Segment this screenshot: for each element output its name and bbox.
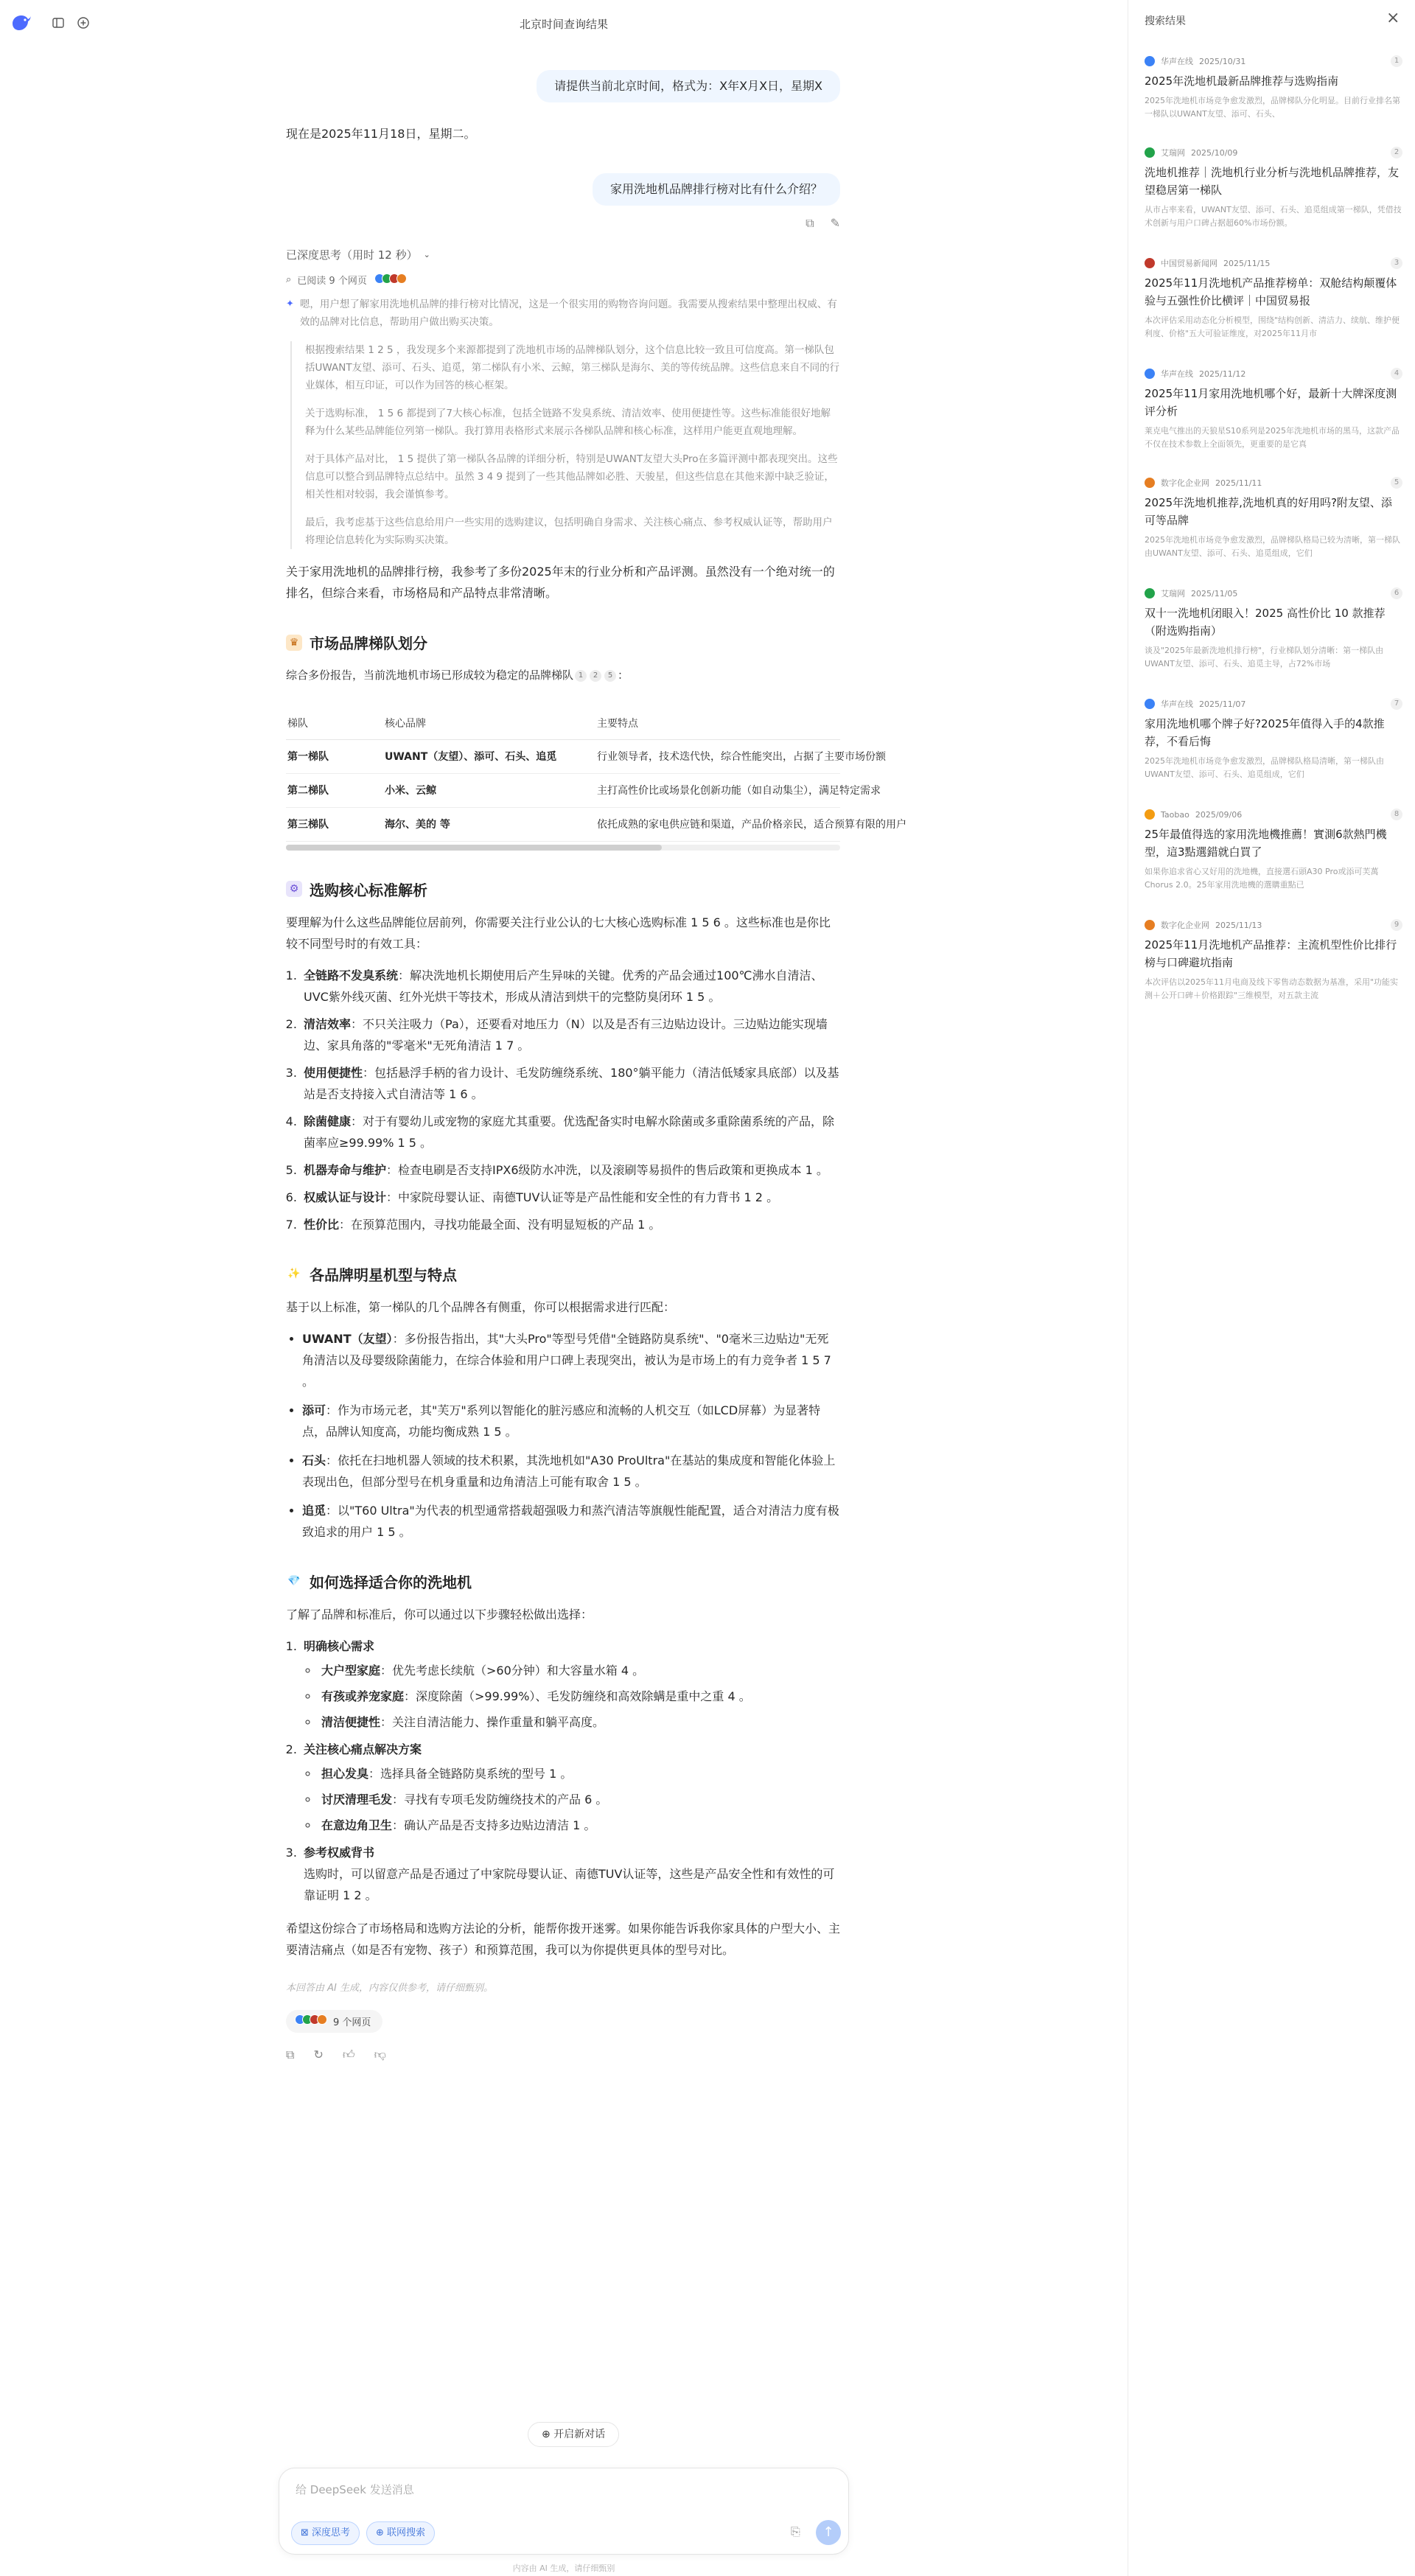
result-source: 华声在线 xyxy=(1161,699,1193,709)
gear-icon: ⚙ xyxy=(286,881,302,897)
result-index: 7 xyxy=(1391,698,1402,710)
thumbs-down-icon[interactable]: 👎︎ xyxy=(374,2047,386,2062)
result-index: 9 xyxy=(1391,919,1402,931)
result-meta xyxy=(1145,147,1402,158)
top-bar xyxy=(0,0,1128,46)
diamond-icon: 💎 xyxy=(287,1575,301,1587)
message-input[interactable]: 给 DeepSeek 发送消息 xyxy=(296,2483,414,2496)
result-meta xyxy=(1145,699,1402,709)
source-favicon-icon xyxy=(1145,369,1155,379)
result-source: 艾瑞网 xyxy=(1161,148,1185,158)
read-sources-label: 已阅读 9 个网页 xyxy=(297,276,367,287)
result-source: Taobao xyxy=(1161,809,1189,820)
result-title[interactable]: 2025年洗地机推荐,洗地机真的好用吗?附友望、添可等品牌 xyxy=(1145,496,1392,527)
closing-paragraph: 希望这份综合了市场格局和选购方法论的分析，能帮你拨开迷雾。如果你能告诉我你家具体的户型大小、主要清洁痛点（如是否有宠物、孩子）和预算范围，我可以为你提供更具体的型号对比。 xyxy=(286,1921,841,1957)
search-result-card[interactable] xyxy=(1145,369,1402,451)
search-result-card[interactable] xyxy=(1145,809,1402,892)
result-index: 5 xyxy=(1391,477,1402,489)
list-item: • 追觅：以"T60 Ultra"为代表的机型通常搭载超强吸力和蒸汽清洁等旗舰性能配置，适合对清洁力度有极致追求的用户 1 5 。 xyxy=(302,1500,840,1543)
result-date: 2025/11/11 xyxy=(1215,478,1262,488)
thinking-toggle[interactable] xyxy=(286,247,840,262)
section-heading: ✨ 各品牌明星机型与特点 xyxy=(286,1263,840,1285)
result-source: 艾瑞网 xyxy=(1161,589,1185,598)
result-title[interactable]: 家用洗地机哪个牌子好?2025年值得入手的4款推荐，不看后悔 xyxy=(1145,717,1385,748)
assistant-message: 现在是2025年11月18日，星期二。 xyxy=(286,127,476,141)
deep-think-toggle[interactable]: ⊠ 深度思考 xyxy=(291,2521,360,2545)
list-item: 2. 清洁效率：不只关注吸力（Pa），还要看对地压力（N）以及是否有三边贴边设计。三边贴边能实现墙边、家具角落的"零毫米"无死角清洁 1 7 。 xyxy=(301,1013,840,1056)
list-item: 2. 关注核心痛点解决方案 ◦ 担心发臭：选择具备全链路防臭系统的型号 1 。 ◦ 讨厌清理毛发：寻找有专项毛发防缠绕技术的产品 6 。 ◦ 在意边角卫生：确认产品是否支持多边贴边清洁 1 。 xyxy=(301,1739,840,1836)
result-meta xyxy=(1145,809,1402,820)
thinking-label: 已深度思考（用时 12 秒） xyxy=(286,248,418,262)
answer-intro: 关于家用洗地机的品牌排行榜，我参考了多份2025年末的行业分析和产品评测。虽然没有一个绝对统一的排名，但综合来看，市场格局和产品特点非常清晰。 xyxy=(286,565,835,600)
result-date: 2025/09/06 xyxy=(1195,809,1243,820)
table-scrollbar[interactable] xyxy=(286,845,840,851)
sparkle-icon: ✨ xyxy=(287,1268,301,1280)
chevron-down-icon: ⌄ xyxy=(423,250,430,259)
result-title[interactable]: 2025年11月洗地机产品推荐榜单：双舱结构颠覆体验与五强性价比横评｜中国贸易报 xyxy=(1145,276,1397,307)
result-snippet: 2025年洗地机市场竞争愈发激烈，品牌梯队格局已较为清晰，第一梯队由UWANT友望、添可、石头、追觅组成，它们 xyxy=(1145,535,1400,558)
deep-think-icon: ⊠ xyxy=(301,2527,309,2538)
list-item: 1. 明确核心需求 ◦ 大户型家庭：优先考虑长续航（>60分钟）和大容量水箱 4 。 ◦ 有孩或养宠家庭：深度除菌（>99.99%）、毛发防缠绕和高效除螨是重中之重 4 。 ◦ 清洁便捷性：关注自清洁能力、操作重量和躺平高度。 xyxy=(301,1636,840,1733)
table-header: 核心品牌 xyxy=(383,707,595,739)
copy-icon[interactable]: ⧉ xyxy=(806,216,814,230)
thinking-paragraph: 对于具体产品对比， 1 5 提供了第一梯队各品牌的详细分析，特别是UWANT友望大头Pro在多篇评测中都表现突出。这些信息可以整合到品牌特点总结中。虽然 3 4 9 提到了一些其他品牌如必胜、天骏星，但这些信息在其他来源中缺乏验证，相关性相对较弱，我会谨慎参考。 xyxy=(305,453,838,500)
list-item: ◦ 大户型家庭：优先考虑长续航（>60分钟）和大容量水箱 4 。 xyxy=(318,1660,840,1681)
list-item: ◦ 在意边角卫生：确认产品是否支持多边贴边清洁 1 。 xyxy=(318,1815,840,1836)
result-title[interactable]: 2025年11月洗地机产品推荐：主流机型性价比排行榜与口碑避坑指南 xyxy=(1145,938,1397,969)
table-row: 第三梯队 海尔、美的 等 依托成熟的家电供应链和渠道，产品价格亲民，适合预算有限的用户 xyxy=(286,807,840,841)
panel-title: 搜索结果 xyxy=(1145,15,1186,27)
result-snippet: 如果你追求省心又好用的洗地機，直接選石頭A30 Pro或添可芙萬Chorus 2.0。25年家用洗地機的選購重點已 xyxy=(1145,867,1379,890)
list-item: 3. 参考权威背书 选购时，可以留意产品是否通过了中家院母婴认证、南德TUV认证等，这些是产品安全性和有效性的可靠证明 1 2 。 xyxy=(301,1842,840,1906)
new-chat-icon: ⊕ xyxy=(542,2429,551,2440)
steps-list xyxy=(286,1636,840,1906)
result-snippet: 本次评估采用动态化分析模型，围绕"结构创新、清洁力、续航、维护便利度、价格"五大可验证维度，对2025年11月市 xyxy=(1145,315,1400,338)
thinking-paragraph: 最后，我考虑基于这些信息给用户一些实用的选购建议，包括明确自身需求、关注核心痛点、参考权威认证等，帮助用户将理论信息转化为实际购买决策。 xyxy=(305,517,833,546)
section-heading: ⚙ 选购核心标准解析 xyxy=(286,879,840,900)
result-index: 2 xyxy=(1391,147,1402,158)
result-index: 1 xyxy=(1391,55,1402,67)
table-row: 第一梯队 UWANT（友望）、添可、石头、追觅 行业领导者，技术迭代快，综合性能突出，占据了主要市场份额 xyxy=(286,739,840,773)
list-item: 7. 性价比：在预算范围内，寻找功能最全面、没有明显短板的产品 1 。 xyxy=(301,1214,840,1235)
search-result-card[interactable] xyxy=(1145,920,1402,1002)
list-item: • 添可：作为市场元老，其"芙万"系列以智能化的脏污感应和流畅的人机交互（如LCD屏幕）为显著特点，品牌认知度高，功能均衡成熟 1 5 。 xyxy=(302,1400,840,1442)
list-item: ◦ 有孩或养宠家庭：深度除菌（>99.99%）、毛发防缠绕和高效除螨是重中之重 4 。 xyxy=(318,1686,840,1707)
edit-icon[interactable]: ✎ xyxy=(830,216,840,230)
new-chat-button[interactable]: ⊕ 开启新对话 xyxy=(528,2422,619,2447)
list-item: 1. 全链路不发臭系统：解决洗地机长期使用后产生异味的关键。优秀的产品会通过100℃沸水自清洁、UVC紫外线灭菌、红外光烘干等技术，形成从清洁到烘干的完整防臭闭环 1 5 。 xyxy=(301,965,840,1008)
sources-chip-label: 9 个网页 xyxy=(333,2017,371,2028)
result-date: 2025/10/31 xyxy=(1199,56,1246,66)
thinking-icon: ✦ xyxy=(286,299,294,310)
source-favicon-icon xyxy=(1145,699,1155,709)
source-favicon-icon xyxy=(1145,147,1155,158)
close-icon[interactable]: × xyxy=(1386,9,1400,27)
source-favicon-icon xyxy=(1145,258,1155,268)
attach-icon[interactable]: ⎘ xyxy=(791,2524,800,2538)
table-header: 主要特点 xyxy=(595,707,840,739)
search-icon: ⌕ xyxy=(286,274,292,285)
result-source: 华声在线 xyxy=(1161,57,1193,66)
source-favicon-icon xyxy=(1145,478,1155,488)
result-meta xyxy=(1145,56,1402,66)
section-lead: 基于以上标准，第一梯队的几个品牌各有侧重，你可以根据需求进行匹配： xyxy=(286,1299,676,1314)
source-favicon-icon xyxy=(1145,920,1155,930)
source-favicon-icon xyxy=(1145,588,1155,598)
chat-thread: 请提供当前北京时间，格式为：X年X月X日，星期X 现在是2025年11月18日，星期二。 家用洗地机品牌排行榜对比有什么介绍？ ⧉ ✎ 已深度思考（用时 12 秒） ⌄ ⌕ 已阅读 9 个网页 ✦ 嗯，用户想了解家用洗地机品牌的排行榜对比情况，这是一个很实用的购物咨询问题。我需要从搜索结果中整理出权威、有效的品牌对比信息，帮助用户做出购买决策。 根据搜索结果 1 2 5 ，我发现多个来源都提到了洗地机市场的品牌梯队划分，这个信息比较一致且可信度高。第一梯队包括UWANT友望、添可、石头、追觅，第二梯队有小米、云鲸，第三梯队是海尔、美的等传统品牌。这些信息来自不同的行业媒体，相互印证，可以作为回答的核心框架。 关于选购标准， 1 5 6 都提到了7大核心标准，包括全链路不发臭系统、清洁效率、使用便捷性等。这些标准能很好地解释为什么某些品牌能位列第一梯队。我打算用表格形式来展示各梯队品牌和核心标准，这样用户能更直观地理解。 对于具体产品对比， 1 5 提供了第一梯队各品牌的详细分析，特别是UWANT友望大头Pro在多篇评测中都表现突出。这些信息可以整合到品牌特点总结中。虽然 3 4 9 提到了一些其他品牌如必胜、天骏星，但这些信息在其他来源中缺乏验证，相关性相对较弱，我会谨慎参考。 最后，我考虑基于这些信息给用户一些实用的选购建议，包括明确自身需求、关注核心痛点、参考权威认证等，帮助用户将理论信息转化为实际购买决策。 关于家用洗地机的品牌排行榜，我参考了多份2025年末的行业分析和产品评测。虽然没有一个绝对统一的排名，但综合来看，市场格局和产品特点非常清晰。 ♛ 市场品牌梯队划分 综合多份报告，当前洗地机市场已形成较为稳定的品牌梯队 1 2 5 ： 梯队 核心品牌 主要特点 第一梯队 UWANT（友望）、添可、石头、追觅 行业领导者，技术迭代快，综合性能突出，占据了主要市场份额 第二梯队 小米、云鲸 主打高性价比或场景化创新功能（如自动集尘），满足特定需求 第三梯队 海尔、美的 等 依托成熟的家电供应链和渠道，产品价格亲民，适合预算有限的用户 ⚙ 选购核心标准解析 要理解为什么这些品牌能位居前列，你需要关注行业公认的七大核心选购标准 1 5 6 。这些标准也是你比较不同型号时的有效工具： 1. 全链路不发臭系统：解决洗地机长期使用后产生异味的关键。优秀的产品会通过100℃沸水自清洁、UVC紫外线灭菌、红外光烘干等技术，形成从清洁到烘干的完整防臭闭环 1 5 。 2. 清洁效率：不只关注吸力（Pa），还要看对地压力（N）以及是否有三边贴边设计。三边贴边能实现墙边、家具角落的"零毫米"无死角清洁 1 7 。 3. 使用便捷性：包括悬浮手柄的省力设计、毛发防缠绕系统、180°躺平能力（清洁低矮家具底部）以及基站是否支持接入式自清洁等 1 6 。 4. 除菌健康：对于有婴幼儿或宠物的家庭尤其重要。优选配备实时电解水除菌或多重除菌系统的产品，除菌率应≥99.99% 1 5 。 5. 机器寿命与维护：检查电刷是否支持IPX6级防水冲洗，以及滚刷等易损件的售后政策和更换成本 1 。 6. 权威认证与设计：中家院母婴认证、南德TUV认证等是产品性能和安全性的有力背书 1 2 。 7. 性价比：在预算范围内，寻找功能最全面、没有明显短板的产品 1 。 ✨ 各品牌明星机型与特点 基于以上标准，第一梯队的几个品牌各有侧重，你可以根据需求进行匹配： • UWANT（友望）：多份报告指出，其"大头Pro"等型号凭借"全链路防臭系统"、"0毫米三边贴边"无死角清洁以及母婴级除菌能力，在综合体验和用户口碑上表现突出，被认为是市场上的有力竞争者 1 5 7 。 • 添可：作为市场元老，其"芙万"系列以智能化的脏污感应和流畅的人机交互（如LCD屏幕）为显著特点，品牌认知度高，功能均衡成熟 1 5 。 • 石头：依托在扫地机器人领域的技术积累，其洗地机如"A30 ProUltra"在基站的集成度和智能化体验上表现出色，但部分型号在机身重量和边角清洁上可能有取舍 1 5 。 • 追觅：以"T60 Ultra"为代表的机型通常搭载超强吸力和蒸汽清洁等旗舰性能配置，适合对清洁力度有极致追求的用户 1 5 。 💎 如何选择适合你的洗地机 了解了品牌和标准后，你可以通过以下步骤轻松做出选择： 1. 明确核心需求 ◦ 大户型家庭：优先考虑长续航（>60分钟）和大容量水箱 4 。 ◦ 有孩或养宠家庭：深度除菌（>99.99%）、毛发防缠绕和高效除螨是重中之重 4 。 ◦ 清洁便捷性：关注自清洁能力、操作重量和躺平高度。 2. 关注核心痛点解决方案 ◦ 担心发臭：选择具备全链路防臭系统的型号 1 。 ◦ 讨厌清理毛发：寻找有专项毛发防缠绕技术的产品 6 。 ◦ 在意边角卫生：确认产品是否支持多边贴边清洁 1 。 3. 参考权威背书 选购时，可以留意产品是否通过了中家院母婴认证、南德TUV认证等，这些是产品安全性和有效性的可靠证明 1 2 。 希望这份综合了市场格局和选购方法论的分析，能帮你拨开迷雾。如果你能告诉我你家具体的户型大小、主要清洁痛点（如是否有宠物、孩子）和预算范围，我可以为你提供更具体的型号对比。 本回答由 AI 生成，内容仅供参考，请仔细甄别。 9 个网页 ⧉ ↻ 👍︎ 👎︎ xyxy=(286,70,840,2062)
criteria-list xyxy=(286,965,840,1235)
result-date: 2025/10/09 xyxy=(1191,147,1238,158)
brand-tier-table xyxy=(286,707,906,842)
result-date: 2025/11/13 xyxy=(1215,920,1262,930)
search-results-panel xyxy=(1128,0,1415,2576)
result-title[interactable]: 2025年洗地机最新品牌推荐与选购指南 xyxy=(1145,74,1339,88)
result-source: 数字化企业网 xyxy=(1161,921,1209,930)
result-snippet: 谈及"2025年最新洗地机排行榜"，行业梯队划分清晰：第一梯队由UWANT友望、添可、石头、追觅主导，占72%市场 xyxy=(1145,646,1384,669)
brand-list xyxy=(286,1328,840,1543)
source-favicon-icon xyxy=(1145,56,1155,66)
result-snippet: 本次评估以2025年11月电商及线下零售动态数据为基准，采用"功能实测＋公开口碑＋价格跟踪"三维模型，对五款主流 xyxy=(1145,977,1399,1000)
result-meta xyxy=(1145,369,1402,379)
list-item: ◦ 担心发臭：选择具备全链路防臭系统的型号 1 。 xyxy=(318,1763,840,1784)
thinking-content xyxy=(290,341,840,549)
result-title[interactable]: 2025年11月家用洗地机哪个好，最新十大牌深度测评分析 xyxy=(1145,387,1397,418)
sources-chip[interactable] xyxy=(286,2010,382,2033)
list-item: 3. 使用便捷性：包括悬浮手柄的省力设计、毛发防缠绕系统、180°躺平能力（清洁低矮家具底部）以及基站是否支持接入式自清洁等 1 6 。 xyxy=(301,1062,840,1105)
result-date: 2025/11/12 xyxy=(1199,369,1246,379)
search-result-card[interactable] xyxy=(1145,56,1402,121)
result-meta xyxy=(1145,258,1402,268)
table-row: 第二梯队 小米、云鲸 主打高性价比或场景化创新功能（如自动集尘），满足特定需求 xyxy=(286,773,840,807)
list-item: ◦ 清洁便捷性：关注自清洁能力、操作重量和躺平高度。 xyxy=(318,1711,840,1733)
thinking-paragraph: 关于选购标准， 1 5 6 都提到了7大核心标准，包括全链路不发臭系统、清洁效率、使用便捷性等。这些标准能很好地解释为什么某些品牌能位列第一梯队。我打算用表格形式来展示各梯队品牌和核心标准，这样用户能更直观地理解。 xyxy=(305,408,831,437)
section-heading: ♛ 市场品牌梯队划分 xyxy=(286,632,840,653)
source-favicon-icon xyxy=(396,273,407,284)
copy-icon[interactable]: ⧉ xyxy=(286,2047,295,2062)
result-snippet: 莱克电气推出的天狼星S10系列是2025年洗地机市场的黑马，这款产品不仅在技术参数上全面领先，更重要的是它真 xyxy=(1145,426,1400,449)
list-item: 4. 除菌健康：对于有婴幼儿或宠物的家庭尤其重要。优选配备实时电解水除菌或多重除菌系统的产品，除菌率应≥99.99% 1 5 。 xyxy=(301,1111,840,1153)
search-result-card[interactable] xyxy=(1145,588,1402,671)
list-item: • UWANT（友望）：多份报告指出，其"大头Pro"等型号凭借"全链路防臭系统"、"0毫米三边贴边"无死角清洁以及母婴级除菌能力，在综合体验和用户口碑上表现突出，被认为是市场上的有力竞争者 1 5 7 。 xyxy=(302,1328,840,1392)
thinking-paragraph: 嗯，用户想了解家用洗地机品牌的排行榜对比情况，这是一个很实用的购物咨询问题。我需要从搜索结果中整理出权威、有效的品牌对比信息，帮助用户做出购买决策。 xyxy=(299,299,837,328)
globe-icon: ⊕ xyxy=(376,2527,384,2538)
result-date: 2025/11/05 xyxy=(1191,588,1238,598)
section-heading: 💎 如何选择适合你的洗地机 xyxy=(286,1571,840,1592)
search-result-card[interactable] xyxy=(1145,147,1402,230)
result-title[interactable]: 洗地机推荐｜洗地机行业分析与洗地机品牌推荐，友望稳居第一梯队 xyxy=(1145,166,1400,197)
search-result-card[interactable] xyxy=(1145,699,1402,781)
section-lead: 综合多份报告，当前洗地机市场已形成较为稳定的品牌梯队 xyxy=(286,669,574,682)
source-favicon-icon xyxy=(317,2014,327,2025)
list-item: 6. 权威认证与设计：中家院母婴认证、南德TUV认证等是产品性能和安全性的有力背书 1 2 。 xyxy=(301,1187,840,1208)
section-lead: 要理解为什么这些品牌能位居前列，你需要关注行业公认的七大核心选购标准 1 5 6 。这些标准也是你比较不同型号时的有效工具： xyxy=(286,915,831,951)
section-lead: 了解了品牌和标准后，你可以通过以下步骤轻松做出选择： xyxy=(286,1607,593,1622)
message-composer[interactable] xyxy=(279,2468,849,2555)
result-meta xyxy=(1145,920,1402,930)
result-meta xyxy=(1145,478,1402,488)
thumbs-up-icon[interactable]: 👍︎ xyxy=(342,2047,355,2062)
thinking-paragraph: 根据搜索结果 1 2 5 ，我发现多个来源都提到了洗地机市场的品牌梯队划分，这个信息比较一致且可信度高。第一梯队包括UWANT友望、添可、石头、追觅，第二梯队有小米、云鲸，第三梯队是海尔、美的等传统品牌。这些信息来自不同的行业媒体，相互印证，可以作为回答的核心框架。 xyxy=(305,344,840,391)
result-index: 4 xyxy=(1391,368,1402,380)
user-message: 家用洗地机品牌排行榜对比有什么介绍？ xyxy=(593,173,840,206)
list-item: ◦ 讨厌清理毛发：寻找有专项毛发防缠绕技术的产品 6 。 xyxy=(318,1789,840,1810)
result-source: 华声在线 xyxy=(1161,369,1193,379)
result-snippet: 从市占率来看，UWANT友望、添可、石头、追觅组成第一梯队，凭借技术创新与用户口碑占据超60%市场份额。 xyxy=(1145,205,1402,228)
table-header: 梯队 xyxy=(286,707,383,739)
send-button[interactable]: ↑ xyxy=(816,2520,841,2545)
result-source: 数字化企业网 xyxy=(1161,478,1209,488)
result-title[interactable]: 双十一洗地机闭眼入！2025 高性价比 10 款推荐（附选购指南） xyxy=(1145,607,1386,638)
tier-icon: ♛ xyxy=(286,635,302,651)
result-date: 2025/11/15 xyxy=(1223,258,1271,268)
result-snippet: 2025年洗地机市场竞争愈发激烈，品牌梯队分化明显。目前行业排名第一梯队以UWANT友望、添可、石头、 xyxy=(1145,96,1400,119)
result-meta xyxy=(1145,588,1402,598)
result-index: 3 xyxy=(1391,257,1402,269)
regenerate-icon[interactable]: ↻ xyxy=(313,2047,324,2062)
user-message-actions xyxy=(806,216,840,231)
answer-actions xyxy=(286,2048,840,2062)
web-search-toggle[interactable]: ⊕ 联网搜索 xyxy=(366,2521,435,2545)
search-result-card[interactable] xyxy=(1145,258,1402,341)
list-item: 5. 机器寿命与维护：检查电刷是否支持IPX6级防水冲洗，以及滚刷等易损件的售后政策和更换成本 1 。 xyxy=(301,1159,840,1181)
source-favicon-icon xyxy=(1145,809,1155,820)
list-item: • 石头：依托在扫地机器人领域的技术积累，其洗地机如"A30 ProUltra"在基站的集成度和智能化体验上表现出色，但部分型号在机身重量和边角清洁上可能有取舍 1 5 。 xyxy=(302,1450,840,1493)
user-message: 请提供当前北京时间，格式为：X年X月X日，星期X xyxy=(537,70,840,102)
result-title[interactable]: 25年最值得选的家用洗地機推薦！實測6款熱門機型，這3點選錯就白買了 xyxy=(1145,828,1387,859)
result-snippet: 2025年洗地机市场竞争愈发激烈，品牌梯队格局清晰，第一梯队由UWANT友望、添可、石头、追觅组成，它们 xyxy=(1145,756,1384,779)
result-index: 6 xyxy=(1391,587,1402,599)
read-sources[interactable] xyxy=(286,273,840,287)
result-date: 2025/11/07 xyxy=(1199,699,1246,709)
ai-disclaimer: 本回答由 AI 生成，内容仅供参考，请仔细甄别。 xyxy=(286,1982,493,1994)
footer-disclaimer: 内容由 AI 生成，请仔细甄别 xyxy=(512,2563,615,2573)
result-source: 中国贸易新闻网 xyxy=(1161,259,1217,268)
page-title: 北京时间查询结果 xyxy=(519,18,608,31)
result-index: 8 xyxy=(1391,809,1402,820)
search-result-card[interactable] xyxy=(1145,478,1402,560)
